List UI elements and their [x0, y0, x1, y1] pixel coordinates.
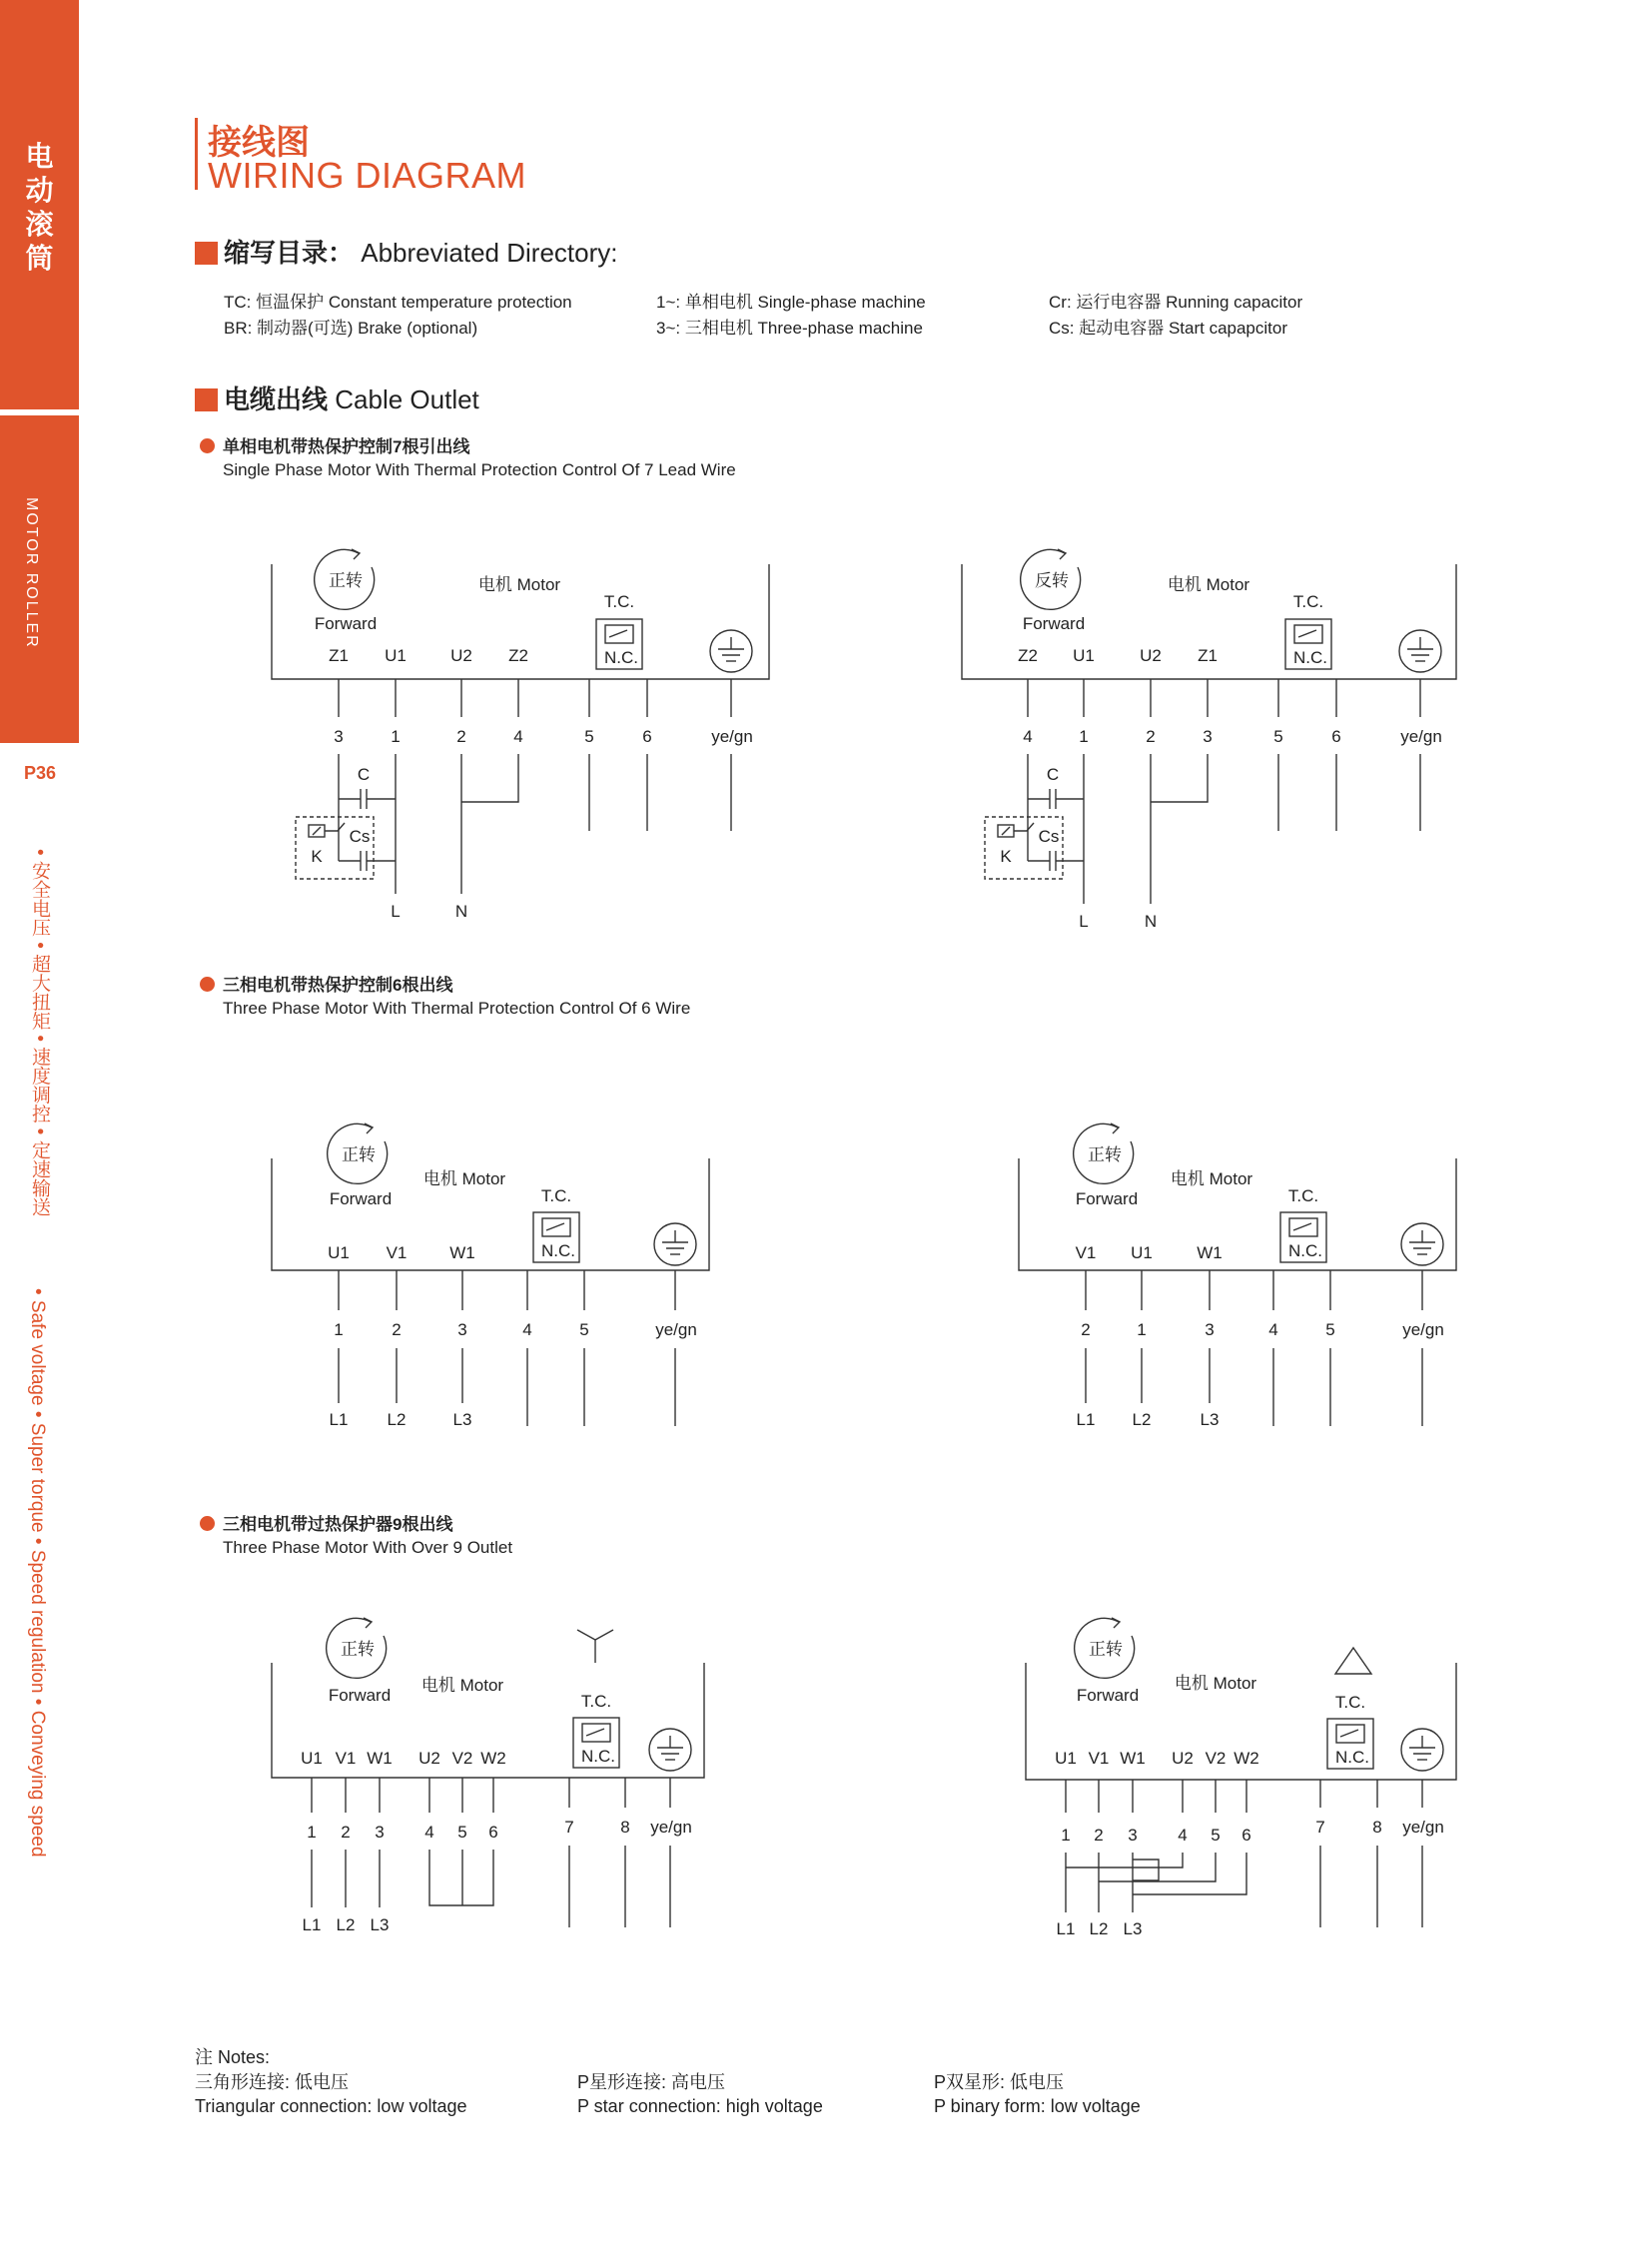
svg-text:1: 1: [1079, 727, 1089, 746]
section-3-heading: 三相电机带过热保护器9根出线 Three Phase Motor With Over 9 Outlet: [200, 1513, 512, 1559]
svg-text:3: 3: [334, 727, 344, 746]
diagram-6: [1026, 1618, 1456, 1938]
page-title-en: WIRING DIAGRAM: [208, 155, 526, 196]
diagram-2: [962, 549, 1456, 931]
svg-text:U2: U2: [1140, 646, 1162, 665]
svg-text:1: 1: [391, 727, 401, 746]
svg-text:U1: U1: [385, 646, 407, 665]
svg-text:4: 4: [424, 1823, 434, 1842]
svg-text:L3: L3: [452, 1410, 472, 1429]
sidebar-title: 电 动 滚 筒: [25, 141, 54, 274]
rotation-label-en: Forward: [1022, 614, 1086, 633]
rotation-label: 正转: [329, 571, 363, 590]
svg-text:U1: U1: [328, 1243, 350, 1262]
tc-label: T.C.: [540, 1186, 572, 1205]
svg-text:L3: L3: [1200, 1410, 1220, 1429]
motor-label: 电机 Motor: [1170, 1169, 1253, 1188]
svg-text:L1: L1: [329, 1410, 349, 1429]
svg-text:2: 2: [456, 727, 466, 746]
svg-text:3: 3: [1205, 1320, 1215, 1339]
svg-text:ye/gn: ye/gn: [711, 727, 753, 746]
svg-text:5: 5: [584, 727, 594, 746]
svg-text:4: 4: [1178, 1826, 1188, 1845]
tc-label: T.C.: [580, 1692, 612, 1711]
svg-text:ye/gn: ye/gn: [650, 1818, 692, 1837]
svg-text:2: 2: [1081, 1320, 1091, 1339]
svg-text:5: 5: [1273, 727, 1283, 746]
nc-label: N.C.: [1288, 1241, 1322, 1260]
svg-text:U1: U1: [1073, 646, 1095, 665]
diagram-3: [272, 1123, 709, 1429]
svg-text:1: 1: [334, 1320, 344, 1339]
svg-text:Cs: Cs: [349, 827, 371, 846]
svg-text:5: 5: [1211, 1826, 1221, 1845]
abbrev-col-1: TC: 恒温保护 Constant temperature protection BR: 制动器(可选) Brake (optional): [224, 293, 572, 338]
svg-text:8: 8: [1372, 1818, 1382, 1837]
svg-text:3: 3: [1203, 727, 1213, 746]
section-2-heading: 三相电机带热保护控制6根出线 Three Phase Motor With Thermal Protection Control Of 6 Wire: [200, 974, 690, 1020]
svg-text:U2: U2: [450, 646, 472, 665]
note-2: P星形连接: 高电压 P star connection: high voltage: [577, 2072, 823, 2116]
svg-text:4: 4: [522, 1320, 532, 1339]
rotation-label: 正转: [341, 1640, 375, 1659]
svg-text:3: 3: [457, 1320, 467, 1339]
earth-icon: [1401, 1729, 1443, 1771]
rotation-label-en: Forward: [1076, 1686, 1140, 1705]
svg-text:L: L: [1079, 912, 1089, 931]
rotation-label-en: Forward: [329, 1189, 393, 1208]
sidebar-title-en: MOTOR ROLLER: [23, 497, 40, 649]
svg-text:ye/gn: ye/gn: [1402, 1320, 1444, 1339]
capacitor-circuit: [985, 765, 1084, 879]
svg-text:5: 5: [579, 1320, 589, 1339]
svg-text:L: L: [391, 902, 401, 921]
svg-text:4: 4: [1023, 727, 1033, 746]
svg-text:L1: L1: [1076, 1410, 1096, 1429]
svg-text:8: 8: [620, 1818, 630, 1837]
svg-text:L3: L3: [1123, 1919, 1143, 1938]
svg-text:Z1: Z1: [1198, 646, 1218, 665]
svg-text:6: 6: [488, 1823, 498, 1842]
star-symbol-icon: [577, 1630, 613, 1663]
svg-text:L2: L2: [1089, 1919, 1109, 1938]
svg-text:V2: V2: [451, 1749, 473, 1768]
svg-text:N: N: [454, 902, 468, 921]
svg-text:Z2: Z2: [508, 646, 528, 665]
cable-heading: 电缆出线 Cable Outlet: [195, 379, 479, 416]
notes-title: 注 Notes:: [195, 2047, 271, 2067]
sidebar-features-en: • Safe voltage • Super torque • Speed regulation • Conveying speed: [27, 1288, 48, 1858]
svg-text:W1: W1: [367, 1749, 393, 1768]
svg-text:5: 5: [457, 1823, 467, 1842]
svg-text:1: 1: [307, 1823, 317, 1842]
abbrev-heading: 缩写目录： Abbreviated Directory:: [195, 233, 617, 270]
svg-text:L2: L2: [336, 1915, 356, 1934]
abbrev-col-3: Cr: 运行电容器 Running capacitor Cs: 起动电容器 Start capapcitor: [1049, 293, 1303, 338]
tc-label: T.C.: [603, 592, 635, 611]
rotation-label: 正转: [342, 1145, 376, 1164]
nc-label: N.C.: [581, 1747, 615, 1766]
svg-text:V1: V1: [1075, 1243, 1097, 1262]
svg-text:U1: U1: [1131, 1243, 1153, 1262]
svg-text:3: 3: [1128, 1826, 1138, 1845]
rotation-label-en: Forward: [1075, 1189, 1139, 1208]
svg-text:2: 2: [1146, 727, 1156, 746]
svg-text:6: 6: [1331, 727, 1341, 746]
capacitor-circuit: [296, 765, 396, 879]
sidebar-features-zh: • 安全电压 • 超大扭矩 • 速度调控 • 定速输送: [29, 849, 50, 1216]
svg-text:2: 2: [341, 1823, 351, 1842]
diagram-4: [1019, 1123, 1456, 1429]
nc-label: N.C.: [604, 648, 638, 667]
svg-text:V2: V2: [1205, 1749, 1227, 1768]
svg-text:ye/gn: ye/gn: [1400, 727, 1442, 746]
svg-text:C: C: [1046, 765, 1060, 784]
abbrev-col-2: 1~: 单相电机 Single-phase machine 3~: 三相电机 Three-phase machine: [656, 293, 926, 338]
page-title-zh: 接线图: [208, 124, 310, 162]
svg-text:U2: U2: [418, 1749, 440, 1768]
svg-text:4: 4: [1268, 1320, 1278, 1339]
svg-text:U1: U1: [301, 1749, 323, 1768]
earth-icon: [710, 630, 752, 672]
diagram-5: [272, 1618, 704, 1934]
svg-text:7: 7: [1315, 1818, 1325, 1837]
nc-label: N.C.: [1293, 648, 1327, 667]
svg-text:W1: W1: [449, 1243, 475, 1262]
svg-text:L1: L1: [302, 1915, 322, 1934]
svg-text:ye/gn: ye/gn: [1402, 1818, 1444, 1837]
diagram-1: [272, 549, 769, 921]
nc-label: N.C.: [1335, 1748, 1369, 1767]
note-1: 三角形连接: 低电压 Triangular connection: low voltage: [195, 2072, 467, 2116]
svg-text:Z2: Z2: [1018, 646, 1038, 665]
earth-icon: [654, 1223, 696, 1265]
rotation-label: 反转: [1035, 571, 1069, 590]
motor-label: 电机 Motor: [422, 1169, 506, 1188]
nc-label: N.C.: [541, 1241, 575, 1260]
rotation-label: 正转: [1089, 1640, 1123, 1659]
svg-text:1: 1: [1061, 1826, 1071, 1845]
svg-text:U2: U2: [1172, 1749, 1194, 1768]
svg-text:6: 6: [642, 727, 652, 746]
motor-label: 电机 Motor: [1167, 575, 1250, 594]
svg-text:W1: W1: [1120, 1749, 1146, 1768]
svg-text:7: 7: [564, 1818, 574, 1837]
svg-text:Z1: Z1: [329, 646, 349, 665]
earth-icon: [1401, 1223, 1443, 1265]
svg-text:K: K: [1000, 847, 1012, 866]
svg-text:L2: L2: [387, 1410, 407, 1429]
rotation-label: 正转: [1088, 1145, 1122, 1164]
svg-text:L2: L2: [1132, 1410, 1152, 1429]
svg-text:V1: V1: [1088, 1749, 1110, 1768]
earth-icon: [1399, 630, 1441, 672]
svg-text:N: N: [1144, 912, 1158, 931]
earth-icon: [649, 1729, 691, 1771]
svg-text:4: 4: [513, 727, 523, 746]
tc-label: T.C.: [1287, 1186, 1319, 1205]
motor-label: 电机 Motor: [420, 1676, 504, 1695]
svg-text:5: 5: [1325, 1320, 1335, 1339]
tc-label: T.C.: [1292, 592, 1324, 611]
rotation-label-en: Forward: [314, 614, 378, 633]
svg-text:W2: W2: [1234, 1749, 1259, 1768]
svg-text:2: 2: [1094, 1826, 1104, 1845]
rotation-label-en: Forward: [328, 1686, 392, 1705]
delta-symbol-icon: [1335, 1648, 1371, 1674]
motor-label: 电机 Motor: [477, 575, 561, 594]
svg-text:W1: W1: [1197, 1243, 1223, 1262]
svg-text:U1: U1: [1055, 1749, 1077, 1768]
svg-text:6: 6: [1241, 1826, 1251, 1845]
note-3: P双星形: 低电压 P binary form: low voltage: [934, 2072, 1141, 2116]
page-number: P36: [24, 763, 57, 783]
svg-text:Cs: Cs: [1038, 827, 1060, 846]
svg-text:3: 3: [375, 1823, 385, 1842]
svg-text:V1: V1: [335, 1749, 357, 1768]
svg-text:1: 1: [1137, 1320, 1147, 1339]
section-1-heading: 单相电机带热保护控制7根引出线 Single Phase Motor With Thermal Protection Control Of 7 Lead Wire: [200, 435, 736, 481]
svg-text:2: 2: [392, 1320, 402, 1339]
svg-text:L3: L3: [370, 1915, 390, 1934]
tc-label: T.C.: [1334, 1693, 1366, 1712]
svg-text:V1: V1: [386, 1243, 408, 1262]
svg-text:K: K: [311, 847, 323, 866]
svg-text:ye/gn: ye/gn: [655, 1320, 697, 1339]
svg-text:W2: W2: [480, 1749, 506, 1768]
motor-label: 电机 Motor: [1174, 1674, 1257, 1693]
svg-text:L1: L1: [1056, 1919, 1076, 1938]
svg-text:C: C: [357, 765, 371, 784]
